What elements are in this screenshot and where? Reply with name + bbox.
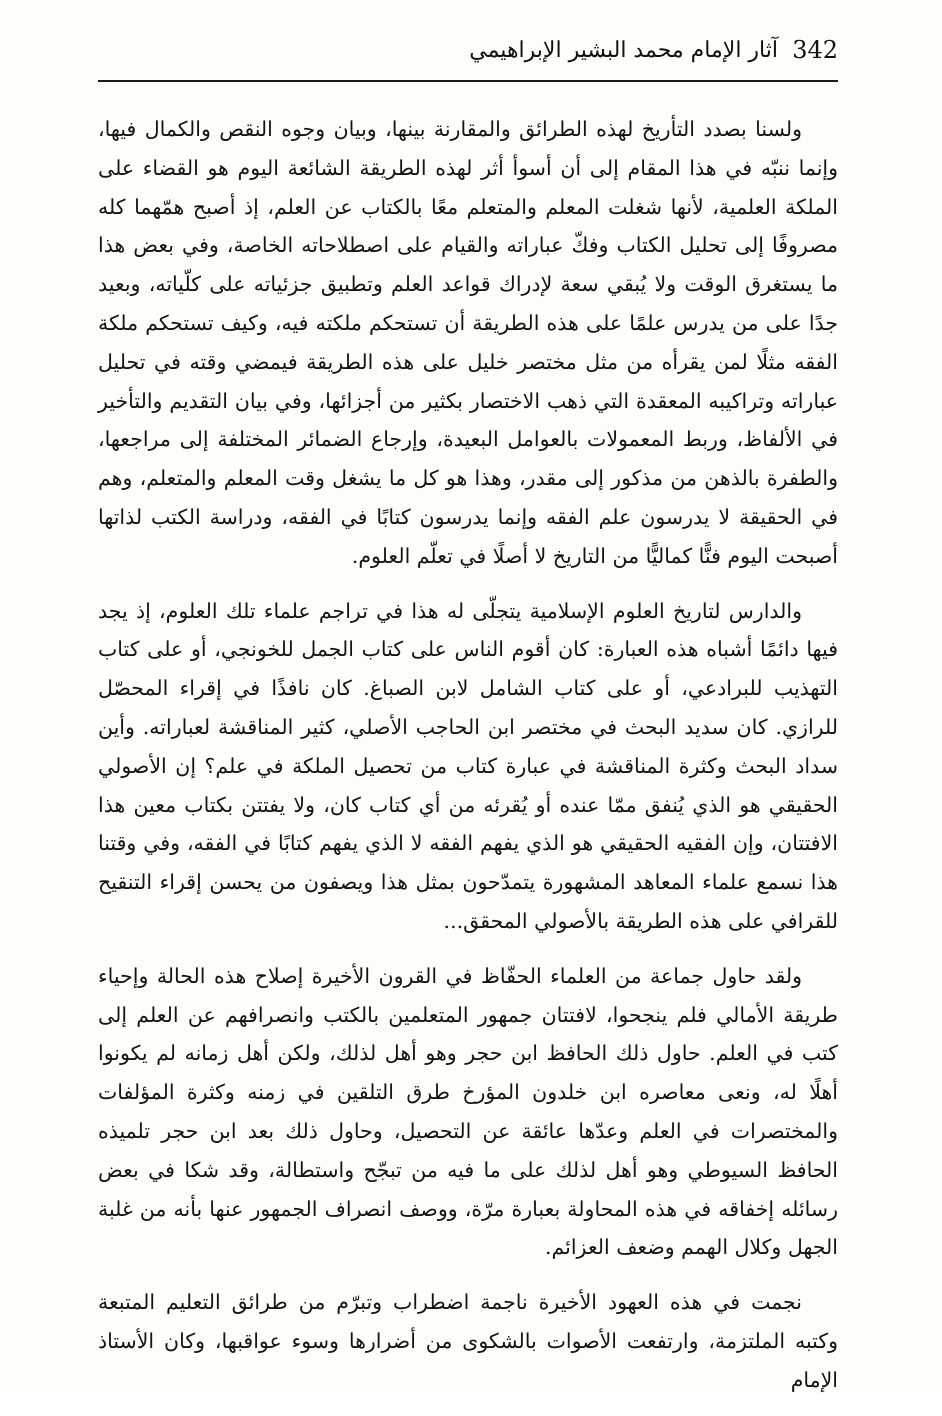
page-body xyxy=(98,110,838,1416)
paragraph: والدارس لتاريخ العلوم الإسلامية يتجلّى له هذا في تراجم علماء تلك العلوم، إذ يجد فيها دائمًا أشباه هذه العبارة: كان أقوم الناس على كتاب الجمل للخونجي، أو على كتاب التهذيب للبرادعي، أو على كتاب الشامل لابن الصباغ. كان نافذًا في إقراء المحصّل للرازي. كان سديد البحث في مختصر ابن الحاجب الأصلي، كثير المناقشة لعباراته. وأين سداد البحث وكثرة المناقشة في عبارة كتاب من تحصيل الملكة في علم؟ إن الأصولي الحقيقي هو الذي يُنفق ممّا عنده أو يُقرئه من أي كتاب كان، ولا يفتتن بكتاب معين هذا الافتتان، وإن الفقيه الحقيقي هو الذي يفهم الفقه لا الذي يفهم كتابًا في الفقه، وفي وقتنا هذا نسمع علماء المعاهد المشهورة يتمدّحون بمثل هذا ويصفون من يحسن إقراء التنقيح للقرافي على هذه الطريقة بالأصولي المحقق... xyxy=(98,598,838,933)
paragraph: نجمت في هذه العهود الأخيرة ناجمة اضطراب وتبرّم من طرائق التعليم المتبعة وكتبه الملتزمة، وارتفعت الأصوات بالشكوى من أضرارها وسوء عواقبها، وكان الأستاذ الإمام xyxy=(98,1290,838,1392)
page-header xyxy=(98,30,838,80)
running-title: آثار الإمام محمد البشير الإبراهيمي xyxy=(469,38,778,63)
paragraph: ولقد حاول جماعة من العلماء الحفّاظ في القرون الأخيرة إصلاح هذه الحالة وإحياء طريقة الأمالي فلم ينجحوا، لافتتان جمهور المتعلمين بالكتب وانصرافهم عن العلم إلى كتب في العلم. حاول ذلك الحافظ ابن حجر وهو أهل لذلك، ولكن أهل زمانه لم يكونوا أهلًا له، ونعى معاصره ابن خلدون المؤرخ طرق التلقين في زمنه وكثرة المؤلفات والمختصرات في العلم وعدّها عائقة عن التحصيل، وحاول ذلك بعد ابن حجر تلميذه الحافظ السيوطي وهو أهل لذلك على ما فيه من تبجّح واستطالة، وقد شكا في بعض رسائله إخفاقه في هذه المحاولة بعبارة مرّة، ووصف انصراف الجمهور عنها بأنه من غلبة الجهل وكلال الهمم وضعف العزائم. xyxy=(98,963,838,1260)
paragraph: ولسنا بصدد التأريخ لهذه الطرائق والمقارنة بينها، وبيان وجوه النقص والكمال فيها، وإنما ننبّه في هذا المقام إلى أن أسوأ أثر لهذه الطريقة الشائعة اليوم هو القضاء على الملكة العلمية، لأنها شغلت المعلم والمتعلم معًا بالكتاب عن العلم، إذ أصبح همّهما كله مصروفًا إلى تحليل الكتاب وفكّ عباراته والقيام على اصطلاحاته الخاصة، وفي بعض هذا ما يستغرق الوقت ولا يُبقي سعة لإدراك قواعد العلم وتطبيق جزئياته على كلّياته، وبعيد جدًا على من يدرس علمًا على هذه الطريقة أن تستحكم ملكته فيه، وكيف تستحكم ملكة الفقه مثلًا لمن يقرأه من مثل مختصر خليل على هذه الطريقة فيمضي وقته في تحليل عباراته وتراكيبه المعقدة التي ذهب الاختصار بكثير من أجزائها، وفي بيان التقديم والتأخير في الألفاظ، وربط المعمولات بالعوامل البعيدة، وإرجاع الضمائر المختلفة إلى مراجعها، والطفرة بالذهن من مذكور إلى مقدر، وهذا هو كل ما يشغل وقت المعلم والمتعلم، وهم في الحقيقة لا يدرسون علم الفقه وإنما يدرسون كتابًا في الفقه، ودراسة الكتب لذاتها أصبحت اليوم فنًّا كماليًّا من التاريخ لا أصلًا في تعلّم العلوم. xyxy=(98,117,838,568)
header-rule xyxy=(98,80,838,82)
page-number: 342 xyxy=(792,36,838,64)
